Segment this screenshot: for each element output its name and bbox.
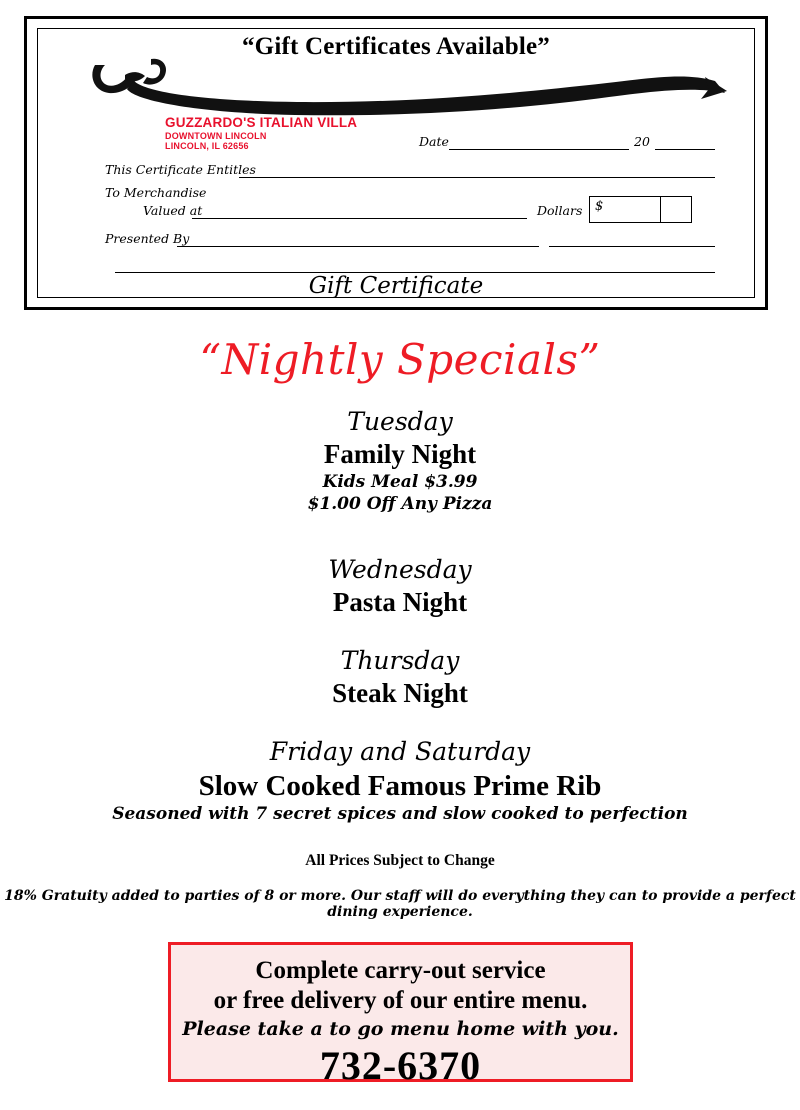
carryout-panel [168, 942, 633, 1088]
special-day-label: Thursday [340, 646, 460, 675]
special-sub-line-1: Seasoned with 7 secret spices and slow cooked to perfection [112, 804, 688, 825]
amount-box[interactable] [589, 196, 692, 223]
date-label: Date [419, 134, 449, 149]
special-friday-saturday [0, 738, 800, 825]
special-sub-line-2: $1.00 Off Any Pizza [307, 493, 493, 514]
special-sub-line-1: Kids Meal $3.99 [322, 471, 478, 492]
special-headline: Steak Night [332, 678, 468, 708]
date-line[interactable] [449, 149, 629, 150]
carryout-line-3: Please take a to go menu home with you. [182, 1018, 619, 1040]
entitles-line[interactable] [239, 177, 715, 178]
special-headline: Family Night [323, 439, 477, 469]
dollars-label: Dollars [537, 203, 583, 218]
prices-subject-to-change-note: All Prices Subject to Change [305, 852, 495, 869]
restaurant-city-state-zip: LINCOLN, IL 62656 [165, 140, 249, 151]
special-headline: Pasta Night [332, 587, 468, 617]
special-day-label: Tuesday [347, 407, 453, 436]
presented-by-line[interactable] [177, 246, 539, 247]
special-wednesday [0, 556, 800, 619]
restaurant-name: GUZZARDO'S ITALIAN VILLA [165, 115, 358, 130]
nightly-specials-title: “Nightly Specials” [199, 335, 601, 384]
presented-by-label: Presented By [105, 231, 190, 246]
special-tuesday [0, 408, 800, 515]
carryout-line-1: Complete carry-out service [255, 957, 546, 984]
special-day-label: Friday and Saturday [269, 737, 531, 766]
gift-certificate-panel [24, 16, 768, 310]
year-prefix-label: 20 [634, 134, 650, 149]
amount-box-divider [660, 197, 661, 222]
valued-at-label: Valued at [143, 203, 203, 218]
special-thursday [0, 647, 800, 710]
gratuity-note: 18% Gratuity added to parties of 8 or more. Our staff will do everything they can to provide a perfect dining experience. [4, 888, 796, 920]
gift-certificate-footer: Gift Certificate [308, 273, 484, 299]
carryout-line-2: or free delivery of our entire menu. [213, 986, 588, 1014]
year-line[interactable] [655, 149, 715, 150]
gift-certificate-title: “Gift Certificates Available” [241, 33, 551, 60]
phone-number[interactable]: 732-6370 [319, 1043, 482, 1088]
special-headline: Slow Cooked Famous Prime Rib [198, 770, 602, 802]
restaurant-name-block [165, 115, 357, 151]
entitles-label: This Certificate Entitles [105, 162, 256, 177]
merchandise-label: To Merchandise [105, 185, 207, 200]
restaurant-locality: DOWNTOWN LINCOLN [165, 130, 267, 141]
presented-by-second-line[interactable] [549, 246, 715, 247]
valued-at-line[interactable] [192, 218, 527, 219]
special-day-label: Wednesday [328, 555, 472, 584]
dollar-sign: $ [595, 199, 604, 214]
